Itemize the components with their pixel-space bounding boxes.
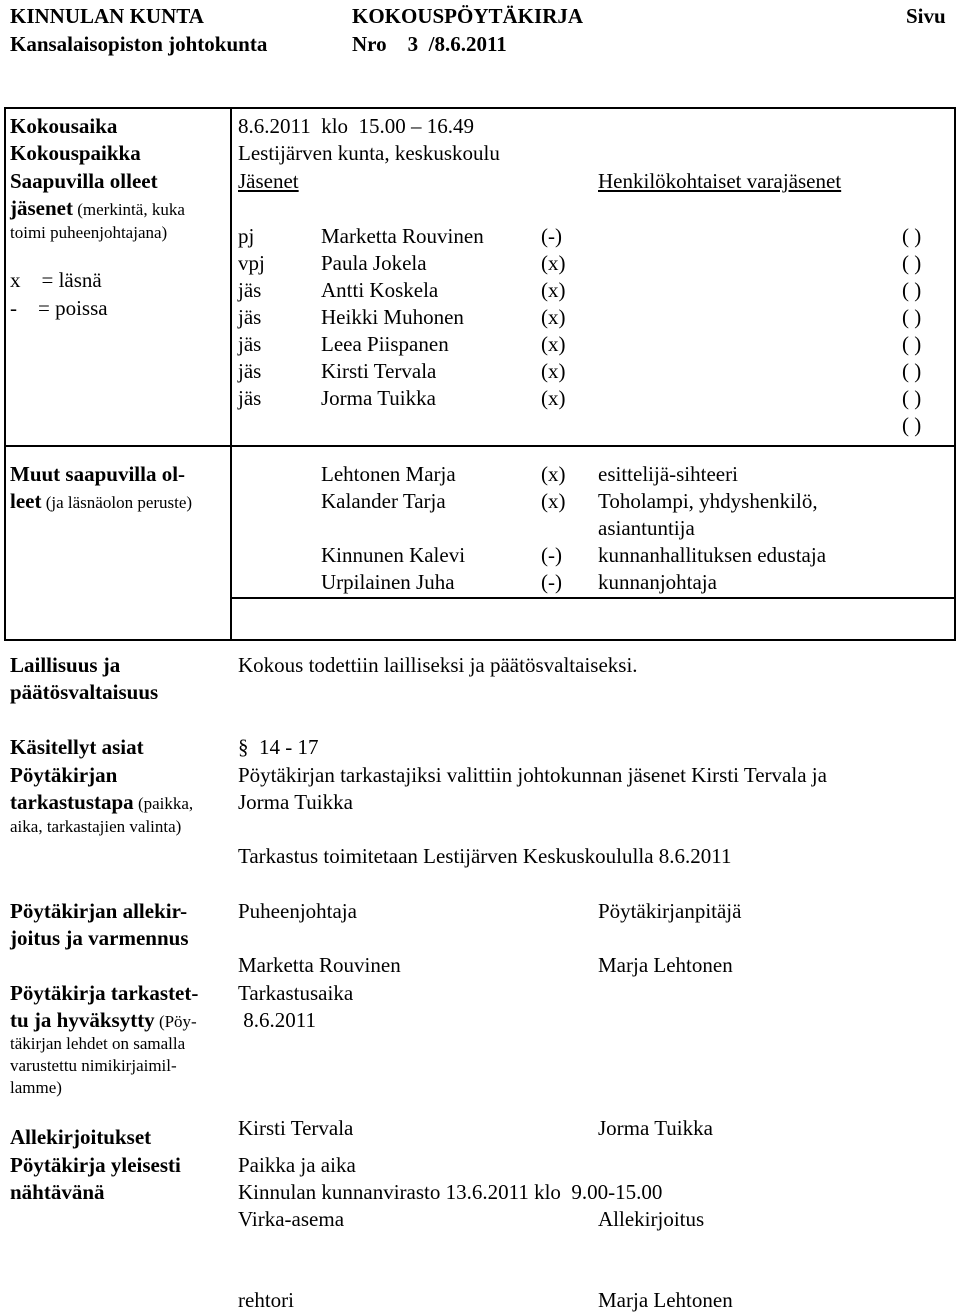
other-mark: (x) [541,489,566,513]
approval-label: Pöytäkirja tarkastet- [10,981,199,1005]
approval-label-line2 [10,1010,197,1031]
other-role: kunnanjohtaja [598,570,717,594]
approval-date-label: Tarkastusaika [238,981,354,1005]
member-role: jäs [238,278,262,302]
deputy-mark: ( ) [902,224,922,248]
review-text-line2: Jorma Tuikka [238,790,353,814]
public-label: Pöytäkirja yleisesti [10,1153,181,1177]
review-label: Pöytäkirjan [10,763,118,787]
signing-label: Pöytäkirjan allekir- [10,899,188,923]
items-label: Käsitellyt asiat [10,735,144,759]
signer-name: Marja Lehtonen [598,1288,733,1312]
municipality-name: KINNULAN KUNTA [10,4,204,28]
approval-label-bold: tu ja hyväksytty [10,1008,155,1032]
legality-label-line2: päätösvaltaisuus [10,680,159,704]
meeting-place-label: Kokouspaikka [10,141,141,165]
others-label-line2 [10,491,192,512]
other-mark: (-) [541,570,562,594]
approval-label-line3: täkirjan lehdet on samalla [10,1034,186,1053]
approval-label-line4: varustettu nimikirjaimil- [10,1056,177,1075]
deputies-header: Henkilökohtaiset varajäsenet [598,169,842,193]
member-mark: (x) [541,305,566,329]
other-name: Kinnunen Kalevi [321,543,466,567]
member-role: jäs [238,359,262,383]
meeting-time-label: Kokousaika [10,114,118,138]
review-label-bold: tarkastustapa [10,790,134,814]
protocol-number: Nro 3 /8.6.2011 [352,32,507,56]
attendance-label-bold: jäsenet [10,196,73,220]
member-name: Kirsti Tervala [321,359,437,383]
member-mark: (-) [541,224,562,248]
deputy-mark: ( ) [902,251,922,275]
others-label-bold: leet [10,489,42,513]
review-label-note: (paikka, [133,794,194,813]
frame-left [4,107,6,641]
public-place-value: Kinnulan kunnanvirasto 13.6.2011 klo 9.00-15.00 [238,1180,663,1204]
frame-right [954,107,956,641]
column-divider [230,107,232,641]
attendance-label-line2 [10,198,185,219]
deputy-mark: ( ) [902,305,922,329]
attendance-label-line3: toimi puheenjohtajana) [10,223,168,242]
approval-label-note: (Pöy- [154,1012,197,1031]
chair-name: Marketta Rouvinen [238,953,401,977]
other-role: kunnanhallituksen edustaja [598,543,827,567]
approval-label-line5: lamme) [10,1078,62,1097]
attendance-label-note: (merkintä, kuka [72,200,185,219]
signature-name-1: Kirsti Tervala [238,1116,354,1140]
extra-deputy-mark: ( ) [902,413,922,437]
meeting-time-value: 8.6.2011 klo 15.00 – 16.49 [238,114,475,138]
member-name: Heikki Muhonen [321,305,464,329]
legend-absent: - = poissa [10,296,108,320]
member-role: jäs [238,386,262,410]
member-name: Marketta Rouvinen [321,224,484,248]
member-role: pj [238,224,255,248]
member-name: Leea Piispanen [321,332,449,356]
others-label: Muut saapuvilla ol- [10,462,186,486]
other-role: esittelijä-sihteeri [598,462,738,486]
legend-present: x = läsnä [10,268,102,292]
frame-top [4,107,956,109]
review-label-line3: aika, tarkastajien valinta) [10,817,182,836]
member-role: jäs [238,305,262,329]
member-mark: (x) [541,386,566,410]
deputy-mark: ( ) [902,332,922,356]
chair-title: Puheenjohtaja [238,899,357,923]
attendance-label: Saapuvilla olleet [10,169,158,193]
frame-bottom [4,639,956,641]
member-mark: (x) [541,278,566,302]
others-label-note: (ja läsnäolon peruste) [41,493,193,512]
position-value: rehtori [238,1288,294,1312]
section-divider-members [4,445,956,447]
secretary-name: Marja Lehtonen [598,953,733,977]
page-label: Sivu [906,4,946,28]
public-label-line2: nähtävänä [10,1180,105,1204]
others-bottom-divider [230,597,956,599]
deputy-mark: ( ) [902,386,922,410]
deputy-mark: ( ) [902,359,922,383]
signature-name-2: Jorma Tuikka [598,1116,713,1140]
meeting-place-value: Lestijärven kunta, keskuskoulu [238,141,500,165]
signatures-label: Allekirjoitukset [10,1125,152,1149]
member-mark: (x) [541,251,566,275]
other-name: Urpilainen Juha [321,570,455,594]
other-role: asiantuntija [598,516,695,540]
other-name: Lehtonen Marja [321,462,456,486]
legality-value: Kokous todettiin lailliseksi ja päätösvaltaiseksi. [238,653,638,677]
member-name: Paula Jokela [321,251,427,275]
signature-label: Allekirjoitus [598,1207,705,1231]
position-label: Virka-asema [238,1207,345,1231]
review-text-line3: Tarkastus toimitetaan Lestijärven Keskuskoululla 8.6.2011 [238,844,732,868]
document-type: KOKOUSPÖYTÄKIRJA [352,4,584,28]
member-role: jäs [238,332,262,356]
member-name: Antti Koskela [321,278,439,302]
other-mark: (x) [541,462,566,486]
review-text-line1: Pöytäkirjan tarkastajiksi valittiin johtokunnan jäsenet Kirsti Tervala ja [238,763,827,787]
other-role: Toholampi, yhdyshenkilö, [598,489,818,513]
member-name: Jorma Tuikka [321,386,436,410]
public-place-label: Paikka ja aika [238,1153,356,1177]
members-header: Jäsenet [238,169,299,193]
items-value: § 14 - 17 [238,735,319,759]
review-label-line2 [10,792,193,813]
member-role: vpj [238,251,265,275]
board-name: Kansalaisopiston johtokunta [10,32,268,56]
secretary-title: Pöytäkirjanpitäjä [598,899,742,923]
legality-label: Laillisuus ja [10,653,121,677]
member-mark: (x) [541,332,566,356]
other-name: Kalander Tarja [321,489,446,513]
signing-label-line2: joitus ja varmennus [10,926,189,950]
other-mark: (-) [541,543,562,567]
member-mark: (x) [541,359,566,383]
approval-date-value: 8.6.2011 [238,1008,316,1032]
deputy-mark: ( ) [902,278,922,302]
